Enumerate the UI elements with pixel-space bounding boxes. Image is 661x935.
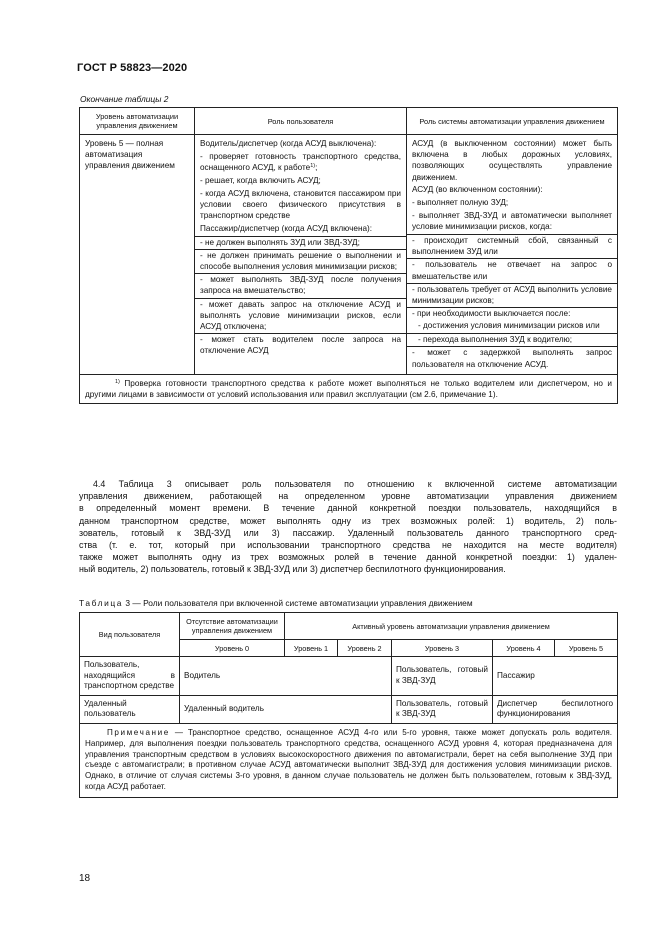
table3-levels-0-2-cell: Водитель — [180, 657, 392, 696]
list-item: - пользователь не отвечает на запрос о вмешательстве или — [407, 258, 617, 281]
table3-user-type-cell: Удаленный пользователь — [80, 695, 180, 723]
list-item: - может выполнять ЗВД-ЗУД после получения запроса на вмешательство; — [195, 273, 406, 296]
table3-level-4: Уровень 4 — [493, 640, 555, 657]
table-3 — [79, 612, 618, 798]
table3-levels-4-5-cell: Диспетчер беспилотного функционирования — [493, 695, 618, 723]
footnote-ref: 1) — [310, 163, 316, 169]
paragraph-line: зователь, готовый к ЗВД-ЗУД или 3) пассажир. Удаленный пользователь данного транспортного сред- — [79, 527, 617, 538]
list-item: - когда АСУД включена, становится пассажиром при условии своего физического присутствия в транспортном средстве — [200, 188, 401, 220]
table-2 — [79, 107, 618, 404]
document-header: ГОСТ Р 58823—2020 — [77, 62, 188, 74]
paragraph-line: данном транспортном средстве, может выполнять одну из трех возможных ролей: 1) водитель, 2) поль- — [79, 515, 617, 526]
paragraph-line: ный водитель, 2) пользователь, готовый к ЗВД-ЗУД или 3) диспетчер беспилотного функционирования. — [79, 564, 506, 575]
table2-continuation-caption: Окончание таблицы 2 — [80, 94, 169, 104]
table3-caption: Таблица 3 — Роли пользователя при включенной системе автоматизации управления движением — [79, 598, 473, 608]
list-item: - может стать водителем после запроса на отключение АСУД — [195, 333, 406, 356]
list-item: Водитель/диспетчер (когда АСУД выключена): — [200, 139, 377, 148]
table2-row-level5 — [80, 135, 618, 375]
table3-user-type-cell: Пользователь, находящийся в транспортном средстве — [80, 657, 180, 696]
table2-level-cell: Уровень 5 — полная автоматизация управления движением — [80, 135, 195, 375]
table3-header-active: Активный уровень автоматизации управления движением — [285, 613, 618, 640]
table2-header-user-role: Роль пользователя — [195, 108, 407, 135]
table3-level-1: Уровень 1 — [285, 640, 338, 657]
table-row — [80, 657, 618, 696]
table3-level-5: Уровень 5 — [555, 640, 618, 657]
list-item: - может с задержкой выполнять запрос пользователя на отключение АСУД. — [407, 346, 617, 369]
table3-level-0: Уровень 0 — [180, 640, 285, 657]
table2-footnote: $^{1)}$ Проверка готовности транспортного средства к работе может выполняться не только водителем или диспетчером, но и другими лицами в зависимости от условий использования или правил эксплуатации (см 2.6, примечание 1). — [80, 374, 618, 403]
paragraph-line: управления движением, работающей на определенном уровне автоматизации управления движением — [79, 491, 617, 502]
list-item: - решает, когда включить АСУД; — [200, 175, 321, 185]
table-row — [80, 695, 618, 723]
table3-level-3-cell: Пользователь, готовый к ЗВД-ЗУД — [392, 657, 493, 696]
paragraph-line: 4.4 Таблица 3 описывает роль пользователя по отношению к включенной системе автоматизации — [93, 479, 617, 489]
table3-header-absent: Отсутствие автоматизации управления движением — [180, 613, 285, 640]
list-item: Пассажир/диспетчер (когда АСУД включена): — [200, 223, 373, 233]
table2-footnote-row — [80, 374, 618, 403]
table3-level-3-cell: Пользователь, готовый к ЗВД-ЗУД — [392, 695, 493, 723]
table3-level-2: Уровень 2 — [338, 640, 392, 657]
list-item: АСУД (во включенном состоянии): — [412, 185, 543, 195]
list-item: - выполняет ЗВД-ЗУД и автоматически выполняет условие минимизации рисков, когда: — [412, 211, 612, 232]
table3-level-3: Уровень 3 — [392, 640, 493, 657]
table2-header-level: Уровень автоматизации управления движением — [80, 108, 195, 135]
list-item: - перехода выполнения ЗУД к водителю; — [407, 333, 617, 345]
table3-levels-0-2-cell: Удаленный водитель — [180, 695, 392, 723]
list-item: - достижения условия минимизации рисков или — [418, 321, 600, 331]
footnote-mark: 1) — [115, 378, 120, 385]
table3-header-row — [80, 613, 618, 640]
list-item: - при необходимости выключается после: — [407, 307, 617, 319]
table3-levels-4-5-cell: Пассажир — [493, 657, 618, 696]
list-item: - не должен принимать решение о выполнении и способе выполнения условия минимизации рисков; — [195, 249, 406, 272]
section-4-4-paragraph — [79, 478, 617, 576]
table2-user-role-cell — [195, 135, 407, 375]
paragraph-line: также может выполнять одну из трех возможных ролей в течение данной конкретной поездки: 1) удален- — [79, 552, 617, 563]
table2-header-system-role: Роль системы автоматизации управления движением — [407, 108, 618, 135]
list-item: - проверяет готовность транспортного средства, оснащенного АСУД, к работе$^{1)}$; — [200, 151, 401, 172]
table2-header-row — [80, 108, 618, 135]
paragraph-line: ства (т. е. тот, который при использовании транспортного средства не находится на месте водителя) — [79, 540, 617, 551]
table3-note-row — [80, 723, 618, 797]
table3-header-user-type: Вид пользователя — [80, 613, 180, 657]
list-item: - пользователь требует от АСУД выполнить условие минимизации рисков; — [407, 283, 617, 306]
list-item: - может давать запрос на отключение АСУД и выполнять условие минимизации рисков, если АСУД отключена; — [195, 298, 406, 333]
list-item: АСУД (в выключенном состоянии) может быть включена в любых дорожных условиях, позволяющих осуществлять управление движением. — [412, 139, 612, 182]
table3-note: Примечание — Транспортное средство, оснащенное АСУД 4-го или 5-го уровня, также может допускать роль водителя. Например, для выполнения поездки пользователь транспортного средства, оснащенного АСУД уровня 4, которая предназначена для управления транспортным средством в условиях высокоскоростного движения по автомагистрали, берет на себя выполнение ЗУД при съезде с автомагистрали; в противном случае АСУД автоматически выполнит ЗВД-ЗУД для достижения условия минимизации рисков. Однако, в отличие от случая системы 3-го уровня, в данном случае пользователь не должен быть пользователем, готовым к ЗВД-ЗУД, когда АСУД работает. — [80, 723, 618, 797]
page-number: 18 — [79, 873, 91, 884]
list-item: - выполняет полную ЗУД; — [412, 198, 509, 208]
paragraph-line: в определенный момент времени. В течение данной конкретной поездки пользователь, находящийся в — [79, 503, 617, 514]
table2-system-role-cell — [407, 135, 618, 375]
list-item: - происходит системный сбой, связанный с выполнением ЗУД или — [407, 234, 617, 257]
list-item: - не должен выполнять ЗУД или ЗВД-ЗУД; — [195, 236, 406, 248]
